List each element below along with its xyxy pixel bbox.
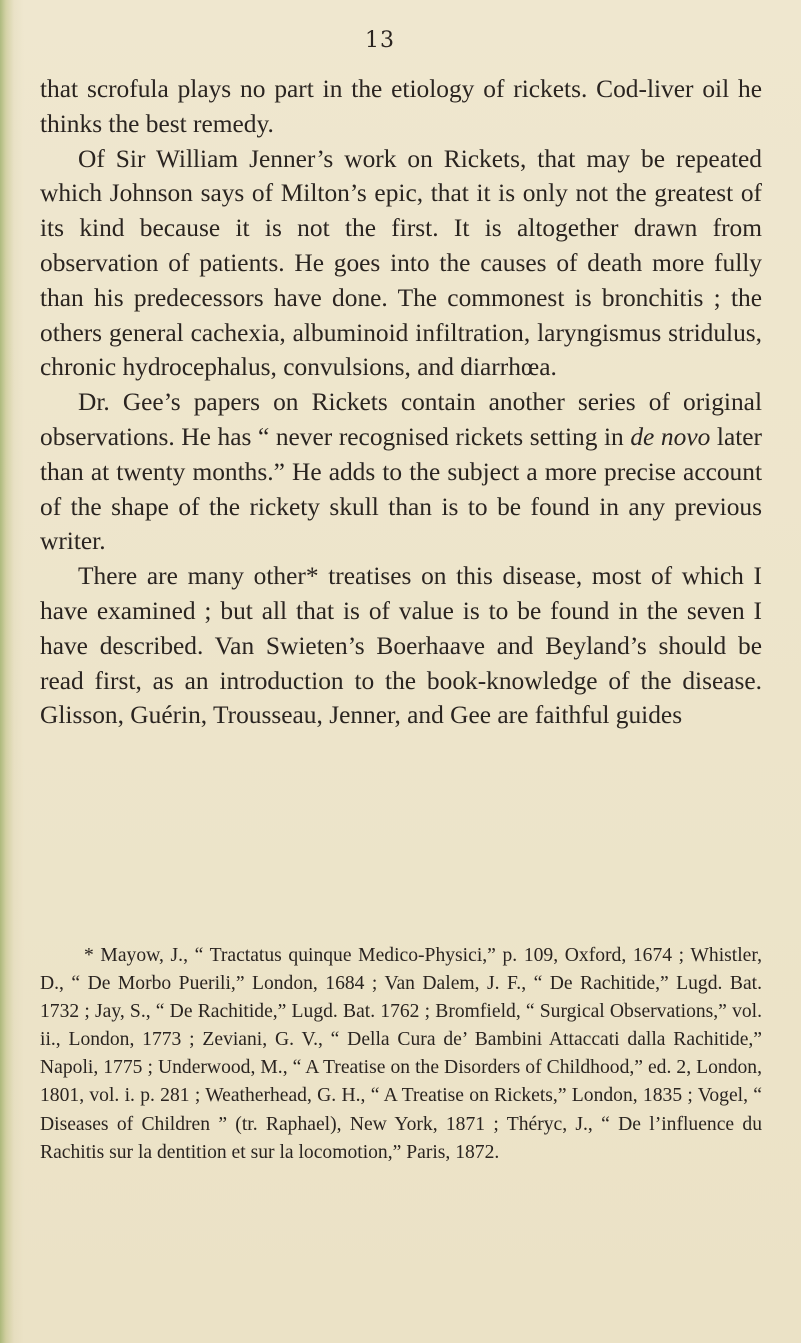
- body-text: [40, 72, 762, 733]
- paragraph-3: [40, 385, 762, 559]
- paragraph-3-text-after: later than at twenty months.” He adds to the subject a more precise account of the shape of the rickety skull than is to be found in any previous writer.: [40, 422, 763, 556]
- paragraph-4: There are many other* treatises on this disease, most of which I have examined ; but all that is of value is to be found in the seven I have described. Van Swieten’s Boerhaave and Beyland’s should be read first, as an introduction to the book-knowledge of the disease. Glisson, Guérin, Trousseau, Jenner, and Gee are faithful guides: [40, 562, 762, 730]
- paragraph-2: Of Sir William Jenner’s work on Rickets, that may be repeated which Johnson says of Milton’s epic, that it is only not the greatest of its kind because it is not the first. It is altogether drawn from observation of patients. He goes into the causes of death more fully than his predecessors have done. The commonest is bronchitis ; the others general cachexia, albuminoid infiltration, laryngismus stridulus, chronic hydrocephalus, convulsions, and diarrhœa.: [40, 144, 762, 382]
- paragraph-3-text-before: Dr. Gee’s papers on Rickets contain another series of original observations. He has “ never recognised rickets setting in: [40, 388, 762, 451]
- paragraph-1: that scrofula plays no part in the etiology of rickets. Cod-liver oil he thinks the best remedy.: [40, 75, 762, 138]
- footnote: * Mayow, J., “ Tractatus quinque Medico-Physici,” p. 109, Oxford, 1674 ; Whistler, D., “ De Morbo Puerili,” London, 1684 ; Van Dalem, J. F., “ De Rachitide,” Lugd. Bat. 1732 ; Jay, S., “ De Rachitide,” Lugd. Bat. 1762 ; Bromfield, “ Surgical Observations,” vol. ii., London, 1773 ; Zeviani, G. V., “ Della Cura de’ Bambini Attaccati dalla Rachitide,” Napoli, 1775 ; Underwood, M., “ A Treatise on the Disorders of Childhood,” ed. 2, London, 1801, vol. i. p. 281 ; Weatherhead, G. H., “ A Treatise on Rickets,” London, 1835 ; Vogel, “ Diseases of Children ” (tr. Raphael), New York, 1871 ; Théryc, J., “ De l’influence du Rachitis sur la dentition et sur la locomotion,” Paris, 1872.: [40, 945, 762, 1163]
- page-number: 13: [365, 28, 395, 53]
- paragraph-3-italic: de novo: [630, 422, 711, 451]
